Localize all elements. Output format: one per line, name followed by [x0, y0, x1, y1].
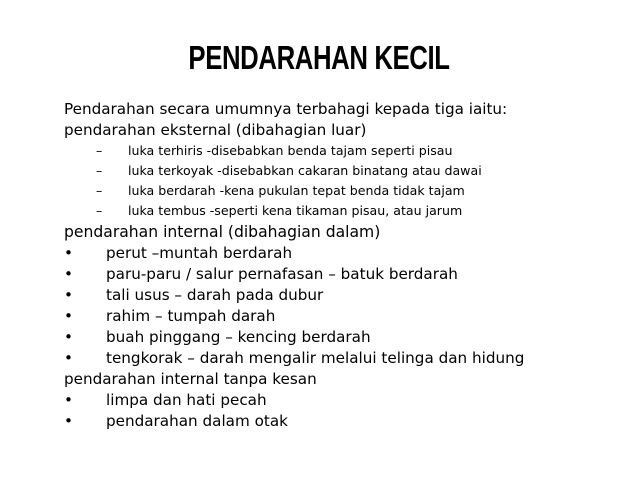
list-item — [64, 264, 634, 285]
list-item — [64, 161, 634, 181]
list-item — [64, 285, 634, 306]
list-item — [64, 306, 634, 327]
list-item — [64, 181, 634, 201]
list-item-text: luka berdarah -kena pukulan tepat benda tidak tajam — [128, 183, 465, 198]
list-item-text: luka terkoyak -disebabkan cakaran binatang atau dawai — [128, 163, 482, 178]
list-item — [64, 348, 634, 369]
slide-content — [64, 99, 634, 432]
intro-text: Pendarahan secara umumnya terbahagi kepada tiga iaitu: — [64, 100, 508, 118]
list-item — [64, 411, 634, 432]
list-item-text: luka tembus -seperti kena tikaman pisau, atau jarum — [128, 203, 463, 218]
list-item-text: buah pinggang – kencing berdarah — [106, 328, 371, 346]
slide-title: PENDARAHAN KECIL — [188, 39, 450, 76]
list-item — [64, 327, 634, 348]
list-item-text: rahim – tumpah darah — [106, 307, 276, 325]
bullet-marker: • — [64, 307, 73, 325]
list-item-text: tali usus – darah pada dubur — [106, 286, 324, 304]
list-item-text: pendarahan dalam otak — [106, 412, 288, 430]
bullet-marker: • — [64, 412, 73, 430]
external-list — [64, 141, 634, 221]
external-heading: pendarahan eksternal (dibahagian luar) — [64, 121, 367, 139]
internal-heading: pendarahan internal (dibahagian dalam) — [64, 223, 381, 241]
list-item-text: limpa dan hati pecah — [106, 391, 267, 409]
bullet-marker: • — [64, 391, 73, 409]
list-item-text: luka terhiris -disebabkan benda tajam seperti pisau — [128, 143, 453, 158]
list-item-text: perut –muntah berdarah — [106, 244, 293, 262]
bullet-marker: • — [64, 265, 73, 283]
dash-marker: – — [96, 163, 103, 178]
list-item-text: paru-paru / salur pernafasan – batuk berdarah — [106, 265, 458, 283]
list-item — [64, 141, 634, 161]
list-item — [64, 243, 634, 264]
list-item — [64, 390, 634, 411]
dash-marker: – — [96, 143, 103, 158]
list-item — [64, 201, 634, 221]
dash-marker: – — [96, 203, 103, 218]
internal-list — [64, 243, 634, 369]
list-item-text: tengkorak – darah mengalir melalui telinga dan hidung — [106, 349, 525, 367]
bullet-marker: • — [64, 244, 73, 262]
dash-marker: – — [96, 183, 103, 198]
bullet-marker: • — [64, 349, 73, 367]
internal-silent-list — [64, 390, 634, 432]
bullet-marker: • — [64, 286, 73, 304]
bullet-marker: • — [64, 328, 73, 346]
internal-silent-heading: pendarahan internal tanpa kesan — [64, 370, 317, 388]
